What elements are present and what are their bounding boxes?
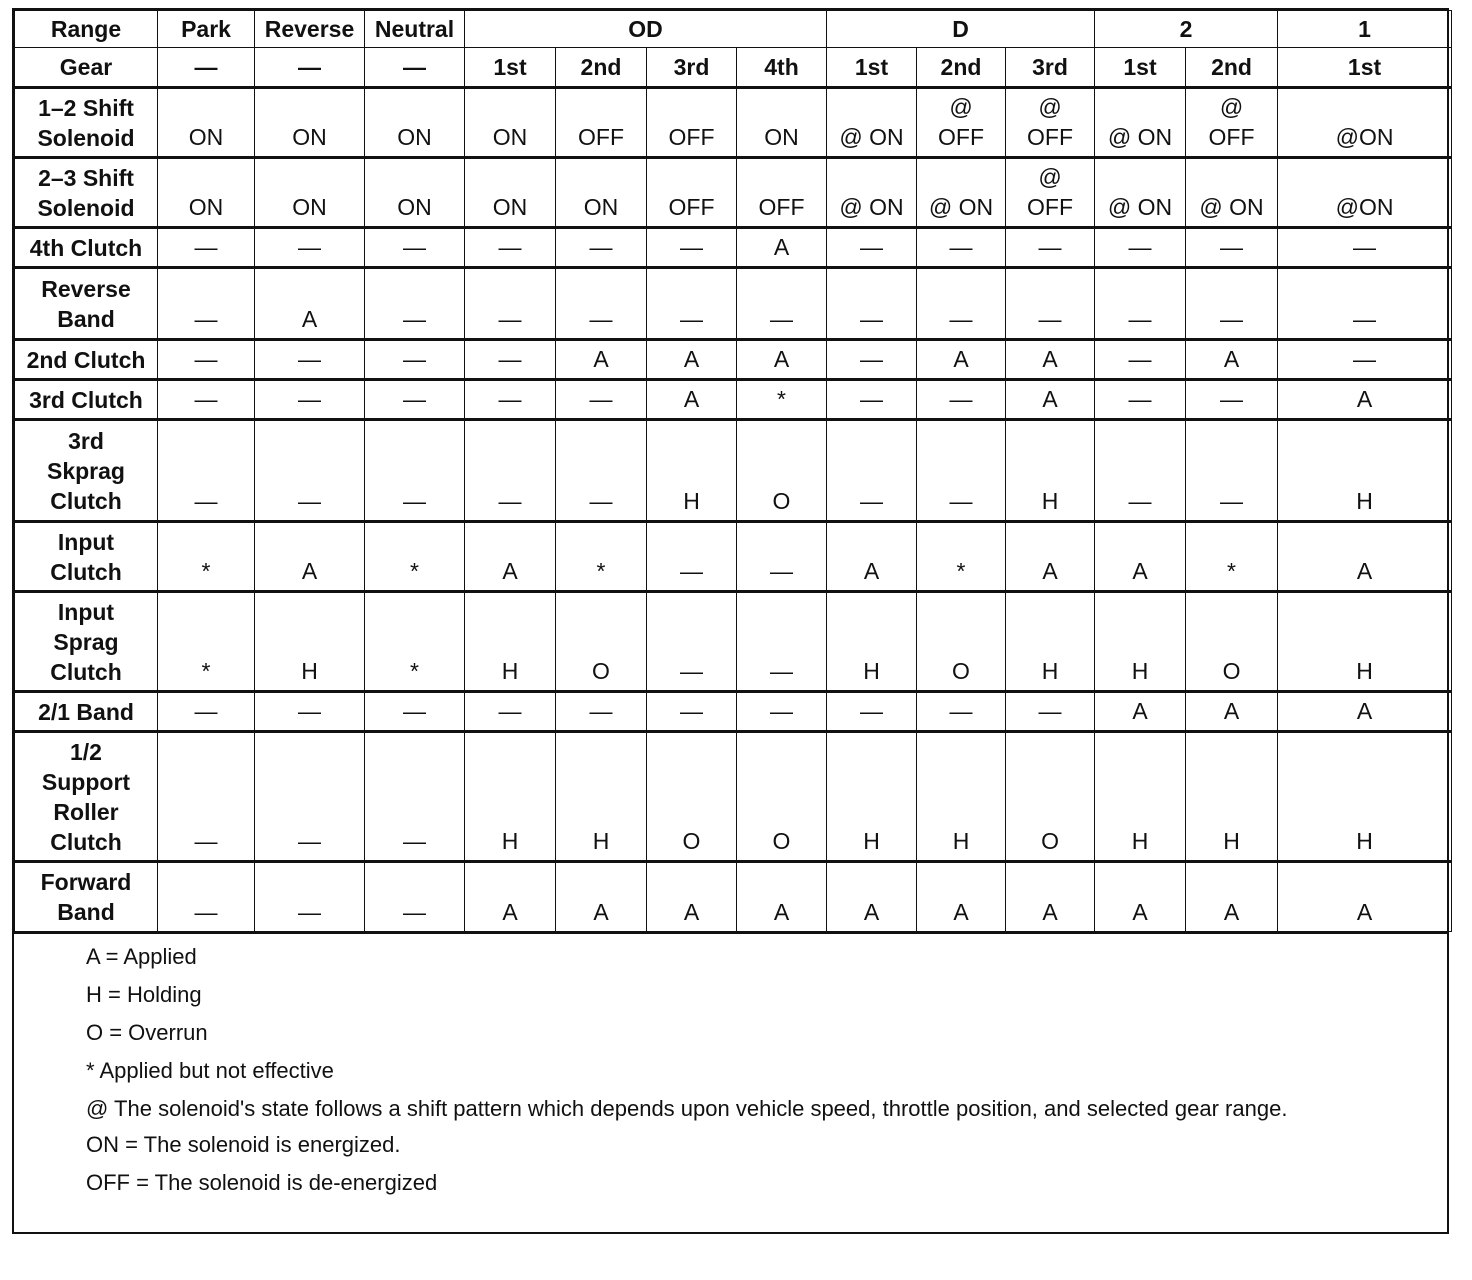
state-cell: —	[465, 380, 556, 420]
state-cell: —	[917, 420, 1006, 522]
component-label: 1/2 Support Roller Clutch	[15, 732, 158, 862]
state-cell: —	[1006, 228, 1095, 268]
component-rows	[15, 88, 1452, 932]
state-cell: —	[158, 862, 255, 932]
state-cell: —	[255, 380, 365, 420]
state-cell: A	[1006, 862, 1095, 932]
state-cell: O	[917, 592, 1006, 692]
gear-cell: 3rd	[1006, 48, 1095, 88]
component-row	[15, 268, 1452, 340]
state-cell: —	[365, 228, 465, 268]
state-cell: —	[917, 228, 1006, 268]
state-cell: A	[647, 380, 737, 420]
state-cell: *	[158, 592, 255, 692]
state-cell: —	[158, 692, 255, 732]
state-cell: @ ON	[827, 158, 917, 228]
state-cell: @ OFF	[917, 88, 1006, 158]
state-cell: @ ON	[1095, 158, 1186, 228]
state-cell: *	[737, 380, 827, 420]
component-label: 2/1 Band	[15, 692, 158, 732]
state-cell: ON	[365, 88, 465, 158]
state-cell: @ ON	[1186, 158, 1278, 228]
component-row	[15, 522, 1452, 592]
state-cell: H	[1095, 732, 1186, 862]
state-cell: A	[465, 862, 556, 932]
state-cell: A	[1006, 522, 1095, 592]
state-cell: @ OFF	[1186, 88, 1278, 158]
state-cell: —	[465, 268, 556, 340]
state-cell: @ON	[1278, 88, 1452, 158]
gear-cell: 2nd	[1186, 48, 1278, 88]
state-cell: —	[647, 592, 737, 692]
state-cell: —	[556, 268, 647, 340]
state-cell: H	[1006, 420, 1095, 522]
state-cell: *	[158, 522, 255, 592]
state-cell: H	[917, 732, 1006, 862]
legend-applied: A = Applied	[86, 944, 197, 969]
state-cell: H	[465, 592, 556, 692]
state-cell: ON	[737, 88, 827, 158]
component-label: 2nd Clutch	[15, 340, 158, 380]
gear-header-label: Gear	[15, 48, 158, 88]
state-cell: A	[1095, 522, 1186, 592]
range-park: Park	[158, 11, 255, 48]
legend	[14, 932, 1447, 1232]
state-cell: A	[1278, 522, 1452, 592]
state-cell: A	[255, 522, 365, 592]
state-cell: —	[827, 380, 917, 420]
state-cell: ON	[158, 158, 255, 228]
state-cell: @ ON	[1095, 88, 1186, 158]
state-cell: —	[255, 732, 365, 862]
component-label: Reverse Band	[15, 268, 158, 340]
state-cell: A	[1278, 380, 1452, 420]
legend-on: ON = The solenoid is energized.	[86, 1132, 401, 1157]
state-cell: A	[1278, 692, 1452, 732]
gear-cell: 1st	[1278, 48, 1452, 88]
state-cell: ON	[255, 88, 365, 158]
range-neutral: Neutral	[365, 11, 465, 48]
state-cell: —	[737, 522, 827, 592]
state-cell: —	[255, 862, 365, 932]
state-cell: O	[737, 420, 827, 522]
state-cell: A	[647, 340, 737, 380]
gear-cell: 3rd	[647, 48, 737, 88]
state-cell: A	[827, 522, 917, 592]
legend-overrun: O = Overrun	[86, 1020, 208, 1045]
state-cell: —	[465, 420, 556, 522]
component-row	[15, 420, 1452, 522]
state-cell: A	[827, 862, 917, 932]
state-cell: H	[1006, 592, 1095, 692]
legend-off: OFF = The solenoid is de-energized	[86, 1170, 438, 1195]
state-cell: —	[917, 380, 1006, 420]
state-cell: *	[556, 522, 647, 592]
state-cell: @ ON	[827, 88, 917, 158]
shift-chart	[12, 8, 1449, 1234]
state-cell: —	[1095, 268, 1186, 340]
state-cell: —	[158, 228, 255, 268]
state-cell: O	[737, 732, 827, 862]
state-cell: A	[1006, 340, 1095, 380]
state-cell: H	[465, 732, 556, 862]
state-cell: @ OFF	[1006, 88, 1095, 158]
state-cell: ON	[465, 158, 556, 228]
component-row	[15, 228, 1452, 268]
state-cell: A	[255, 268, 365, 340]
gear-cell: —	[158, 48, 255, 88]
state-cell: —	[827, 420, 917, 522]
state-cell: —	[365, 862, 465, 932]
state-cell: —	[465, 340, 556, 380]
range-od: OD	[465, 11, 827, 48]
state-cell: —	[1095, 340, 1186, 380]
state-cell: —	[1006, 692, 1095, 732]
state-cell: A	[1278, 862, 1452, 932]
state-cell: —	[1186, 228, 1278, 268]
range-header-label: Range	[15, 11, 158, 48]
state-cell: H	[255, 592, 365, 692]
state-cell: —	[827, 268, 917, 340]
state-cell: —	[827, 228, 917, 268]
state-cell: A	[737, 340, 827, 380]
gear-header-row	[15, 48, 1452, 88]
state-cell: A	[556, 862, 647, 932]
state-cell: A	[647, 862, 737, 932]
state-cell: —	[827, 692, 917, 732]
state-cell: —	[158, 420, 255, 522]
state-cell: —	[737, 592, 827, 692]
state-cell: O	[647, 732, 737, 862]
range-d: D	[827, 11, 1095, 48]
state-cell: —	[158, 268, 255, 340]
range-header-row	[15, 11, 1452, 48]
state-cell: —	[556, 228, 647, 268]
state-cell: A	[737, 228, 827, 268]
state-cell: OFF	[647, 88, 737, 158]
state-cell: —	[1186, 420, 1278, 522]
state-cell: H	[827, 732, 917, 862]
state-cell: ON	[465, 88, 556, 158]
state-cell: A	[556, 340, 647, 380]
state-cell: O	[1186, 592, 1278, 692]
component-label: 4th Clutch	[15, 228, 158, 268]
component-row	[15, 862, 1452, 932]
state-cell: —	[647, 692, 737, 732]
state-cell: —	[647, 268, 737, 340]
state-cell: —	[737, 268, 827, 340]
state-cell: —	[365, 692, 465, 732]
state-cell: —	[465, 692, 556, 732]
state-cell: A	[1186, 692, 1278, 732]
state-cell: —	[365, 420, 465, 522]
component-label: Input Sprag Clutch	[15, 592, 158, 692]
state-cell: —	[255, 340, 365, 380]
gear-cell: 4th	[737, 48, 827, 88]
state-cell: H	[1186, 732, 1278, 862]
state-cell: A	[465, 522, 556, 592]
state-cell: —	[1095, 380, 1186, 420]
range-2: 2	[1095, 11, 1278, 48]
state-cell: —	[647, 522, 737, 592]
component-label: Input Clutch	[15, 522, 158, 592]
state-cell: —	[737, 692, 827, 732]
legend-not-effective: * Applied but not effective	[86, 1058, 334, 1083]
state-cell: ON	[556, 158, 647, 228]
state-cell: —	[827, 340, 917, 380]
gear-cell: —	[255, 48, 365, 88]
state-cell: @ ON	[917, 158, 1006, 228]
component-row	[15, 592, 1452, 692]
state-cell: *	[365, 592, 465, 692]
state-cell: —	[365, 380, 465, 420]
component-row	[15, 380, 1452, 420]
state-cell: —	[556, 420, 647, 522]
state-cell: —	[1186, 268, 1278, 340]
component-row	[15, 732, 1452, 862]
state-cell: —	[1006, 268, 1095, 340]
component-row	[15, 158, 1452, 228]
gear-cell: 2nd	[917, 48, 1006, 88]
state-cell: H	[1278, 592, 1452, 692]
state-cell: @ OFF	[1006, 158, 1095, 228]
gear-cell: 1st	[1095, 48, 1186, 88]
state-cell: —	[1278, 340, 1452, 380]
state-cell: —	[158, 380, 255, 420]
state-cell: A	[1095, 692, 1186, 732]
state-cell: O	[556, 592, 647, 692]
state-cell: —	[917, 692, 1006, 732]
state-cell: @ON	[1278, 158, 1452, 228]
state-cell: A	[917, 340, 1006, 380]
state-cell: A	[917, 862, 1006, 932]
gear-cell: 1st	[827, 48, 917, 88]
state-cell: OFF	[737, 158, 827, 228]
state-cell: H	[1095, 592, 1186, 692]
component-label: 3rd Clutch	[15, 380, 158, 420]
state-cell: *	[917, 522, 1006, 592]
range-reverse: Reverse	[255, 11, 365, 48]
state-cell: —	[255, 692, 365, 732]
state-cell: H	[647, 420, 737, 522]
state-cell: ON	[365, 158, 465, 228]
state-cell: H	[1278, 732, 1452, 862]
state-cell: H	[556, 732, 647, 862]
component-label: 1–2 Shift Solenoid	[15, 88, 158, 158]
state-cell: A	[1186, 862, 1278, 932]
gear-cell: 2nd	[556, 48, 647, 88]
state-cell: —	[556, 380, 647, 420]
state-cell: A	[1006, 380, 1095, 420]
state-cell: *	[1186, 522, 1278, 592]
state-cell: H	[827, 592, 917, 692]
state-cell: A	[1095, 862, 1186, 932]
state-cell: —	[1095, 228, 1186, 268]
state-cell: OFF	[556, 88, 647, 158]
state-cell: O	[1006, 732, 1095, 862]
state-cell: OFF	[647, 158, 737, 228]
state-cell: —	[1095, 420, 1186, 522]
component-row	[15, 692, 1452, 732]
component-label: 3rd Skprag Clutch	[15, 420, 158, 522]
state-cell: —	[255, 420, 365, 522]
state-cell: —	[365, 268, 465, 340]
state-cell: A	[737, 862, 827, 932]
clutch-apply-table	[14, 10, 1452, 932]
state-cell: —	[1186, 380, 1278, 420]
state-cell: —	[465, 228, 556, 268]
legend-solenoid-pattern: @ The solenoid's state follows a shift pattern which depends upon vehicle speed, throttle position, and selected gear range.	[86, 1096, 1288, 1121]
state-cell: —	[158, 732, 255, 862]
gear-cell: 1st	[465, 48, 556, 88]
state-cell: —	[647, 228, 737, 268]
legend-holding: H = Holding	[86, 982, 202, 1007]
state-cell: ON	[255, 158, 365, 228]
state-cell: —	[556, 692, 647, 732]
state-cell: —	[1278, 228, 1452, 268]
state-cell: —	[365, 340, 465, 380]
component-label: Forward Band	[15, 862, 158, 932]
component-row	[15, 340, 1452, 380]
state-cell: —	[917, 268, 1006, 340]
gear-cell: —	[365, 48, 465, 88]
component-row	[15, 88, 1452, 158]
state-cell: ON	[158, 88, 255, 158]
state-cell: —	[255, 228, 365, 268]
state-cell: —	[158, 340, 255, 380]
component-label: 2–3 Shift Solenoid	[15, 158, 158, 228]
range-1: 1	[1278, 11, 1452, 48]
state-cell: H	[1278, 420, 1452, 522]
state-cell: —	[1278, 268, 1452, 340]
state-cell: A	[1186, 340, 1278, 380]
state-cell: —	[365, 732, 465, 862]
state-cell: *	[365, 522, 465, 592]
